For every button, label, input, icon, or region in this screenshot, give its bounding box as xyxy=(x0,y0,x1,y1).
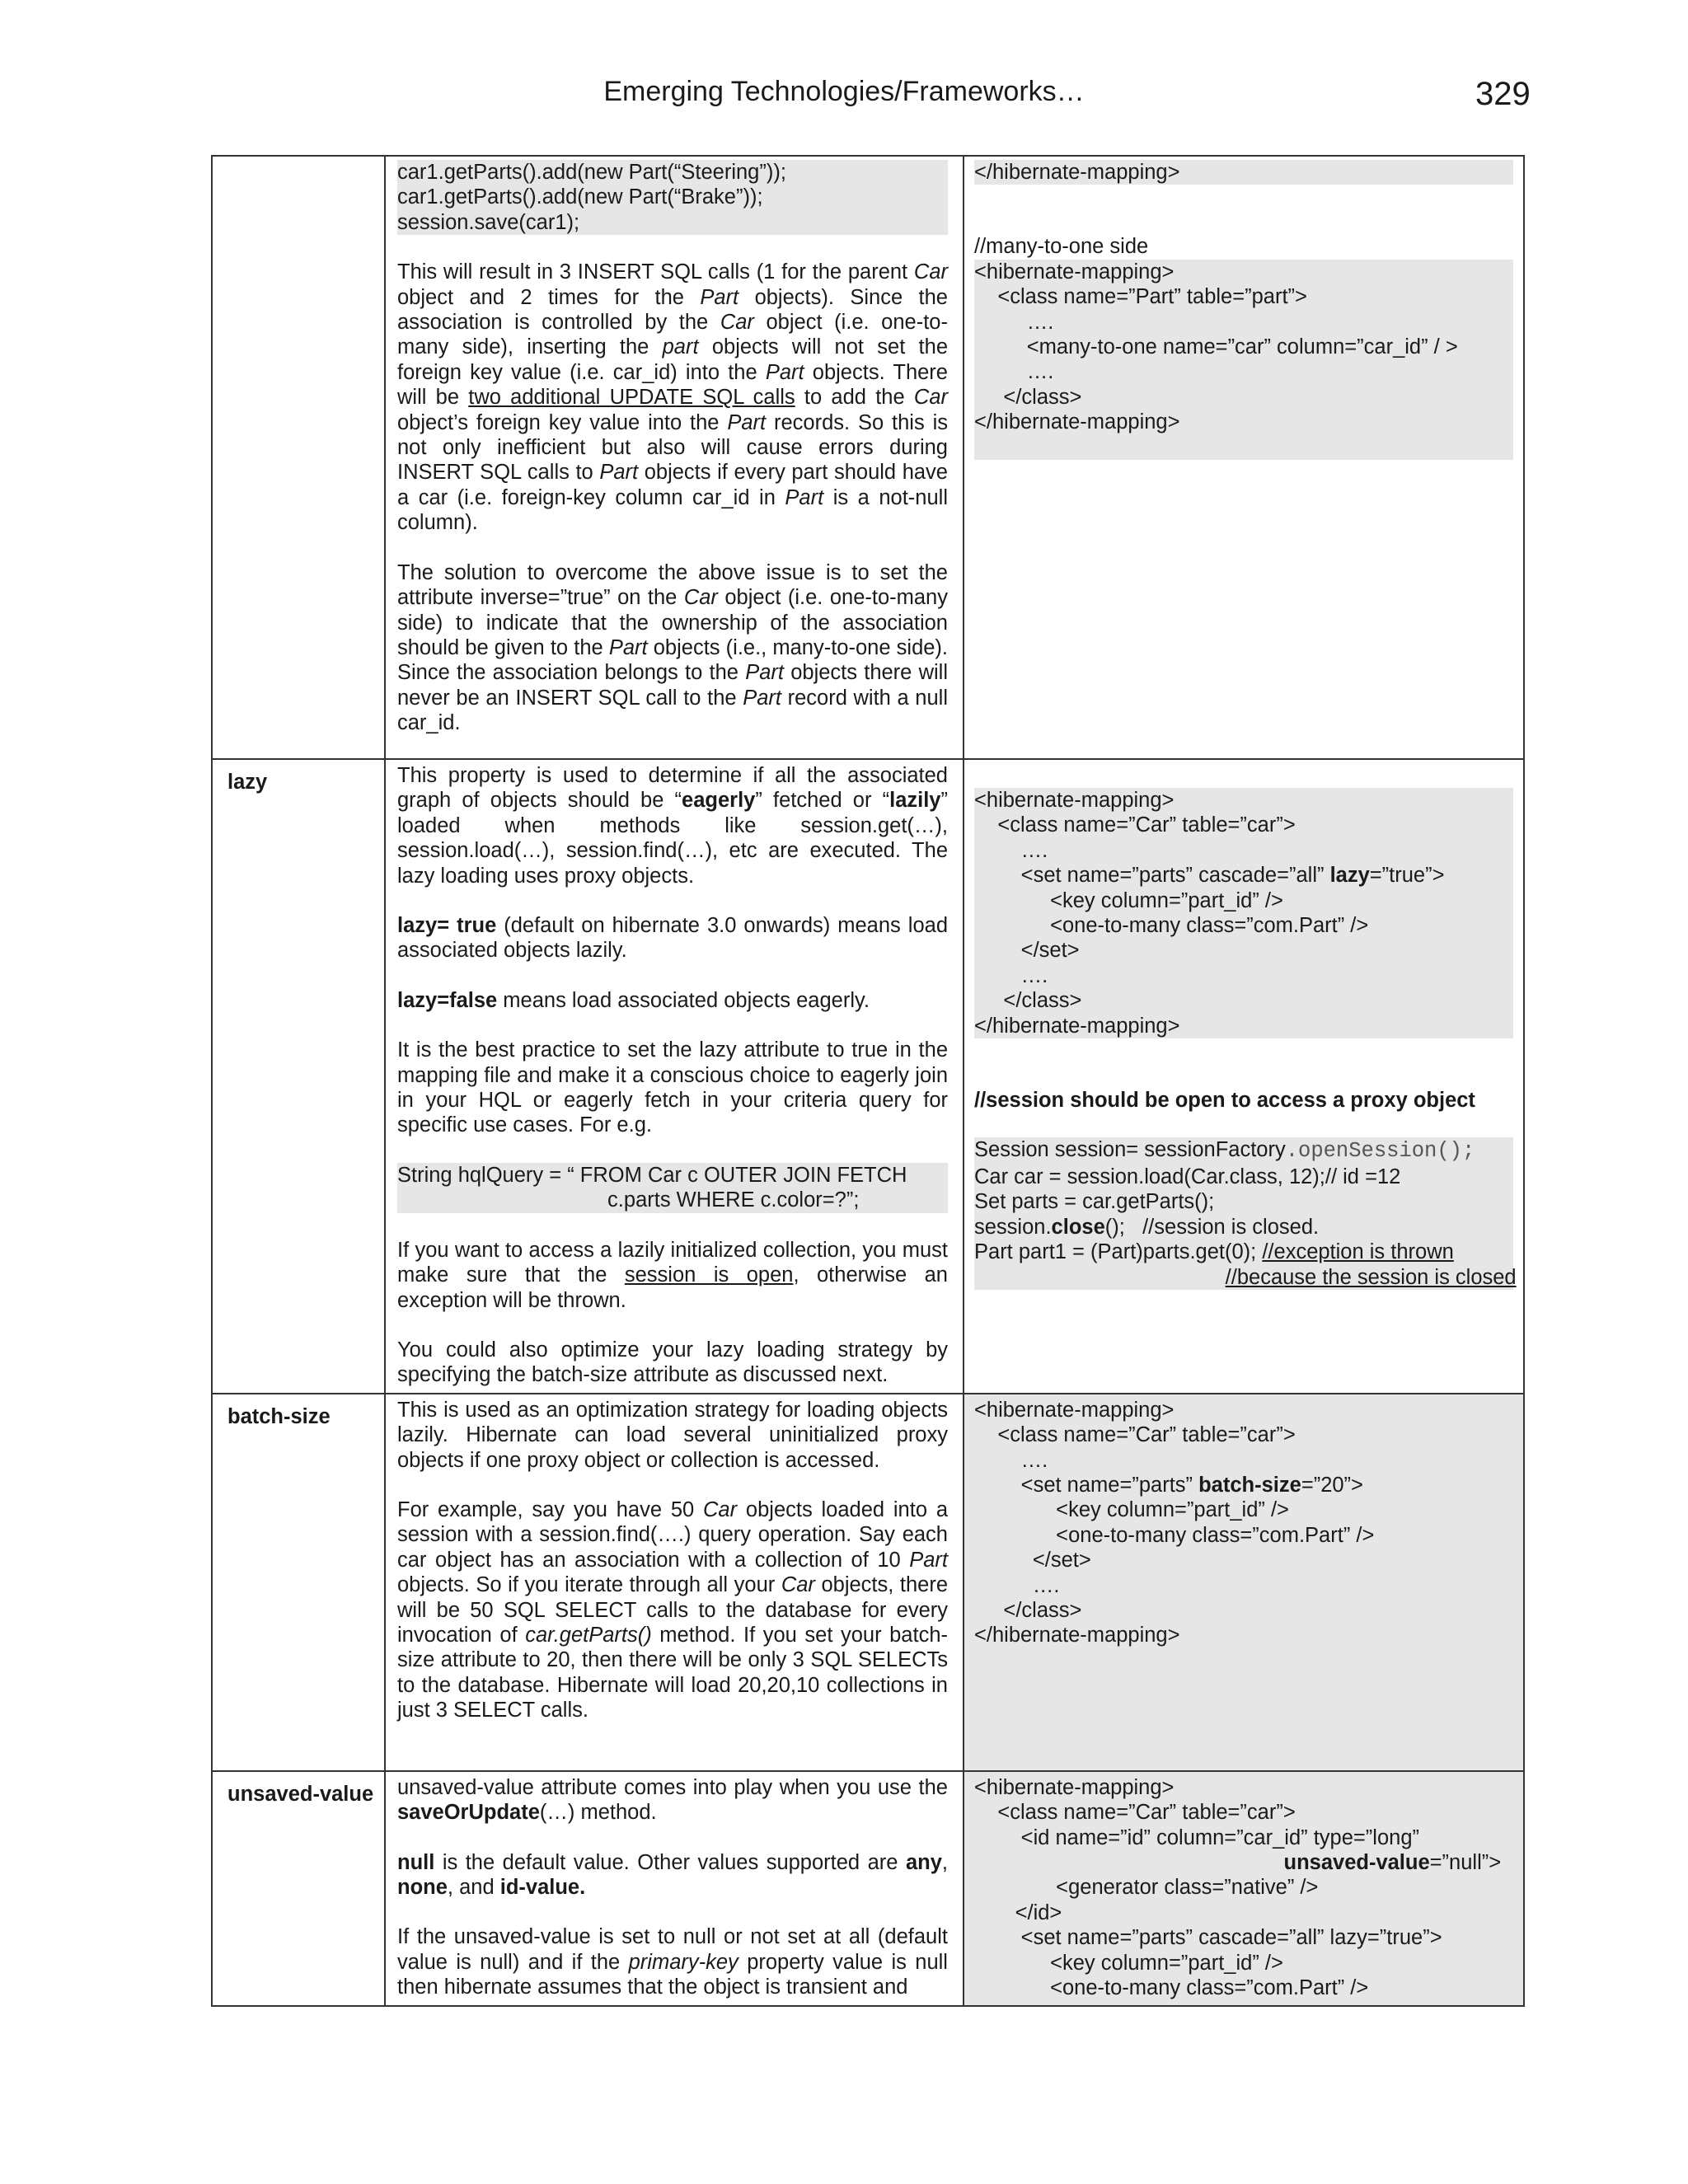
paragraph-unsaved-values: null is the default value. Other values supported are any, none, and id-value. xyxy=(397,1850,948,1899)
term-batch-size: batch-size xyxy=(212,1394,385,1771)
code-block-unsaved-mapping: <hibernate-mapping> <class name=”Car” table=”car”> <id name=”id” column=”car_id” type=”long” unsaved-value=”null”> <generator class=”native” /> </id> <set name=”parts” cascade=”all” lazy=”true”> <key column=”part_id” /> <one-to-many class=”com.Part” /> xyxy=(974,1775,1513,2001)
paragraph-unsaved-intro: unsaved-value attribute comes into play when you use the saveOrUpdate(…) method. xyxy=(397,1775,948,1825)
table-row-batch-size xyxy=(212,1394,1524,1771)
paragraph-lazy-intro: This property is used to determine if all the associated graph of objects should be “eagerly” fetched or “lazily” loaded when methods like session.get(…), session.load(…), session.find(…), etc are executed. The lazy loading uses proxy objects. xyxy=(397,764,948,888)
paragraph-lazy-false: lazy=false means load associated objects eagerly. xyxy=(397,988,870,1012)
paragraph-best-practice: It is the best practice to set the lazy attribute to true in the mapping file and make it a conscious choice to eagerly join in your HQL or eagerly fetch in your criteria query for specific use cases. For e.g. xyxy=(397,1038,948,1137)
description-unsaved-value xyxy=(385,1771,964,2007)
table-row-continued xyxy=(212,156,1524,759)
paragraph-inverse-solution: The solution to overcome the above issue is to set the attribute inverse=”true” on the Car object (i.e. one-to-many side) to indicate that the ownership of the association should be given to the Part objects (i.e., many-to-one side). Since the association belongs to the Part objects there will never be an INSERT SQL call to the Part record with a null car_id. xyxy=(397,560,949,735)
example-lazy xyxy=(964,759,1524,1394)
paragraph-batch-intro: This is used as an optimization strategy for loading objects lazily. Hibernate can load several uninitialized proxy objects if one proxy object or collection is accessed. xyxy=(397,1398,948,1472)
code-closing-tag: </hibernate-mapping> xyxy=(974,160,1513,185)
code-block-lazy-mapping: <hibernate-mapping> <class name=”Car” table=”car”> …. <set name=”parts” cascade=”all” lazy=”true”> <key column=”part_id” /> <one-to-many class=”com.Part” /> </set> …. </class> </hibernate-mapping> xyxy=(974,788,1513,1038)
term-unsaved-value: unsaved-value xyxy=(212,1771,385,2007)
paragraph-unsaved-null: If the unsaved-value is set to null or not set at all (default value is null) and if the primary-key property value is null then hibernate assumes that the object is transient and xyxy=(397,1925,948,1999)
paragraph-optimize-lazy: You could also optimize your lazy loading strategy by specifying the batch-size attribute as discussed next. xyxy=(397,1338,948,1387)
hibernate-attributes-table xyxy=(211,155,1525,2007)
description-cell xyxy=(385,156,964,759)
comment-session-open-heading: //session should be open to access a proxy object xyxy=(974,1089,1475,1113)
page-number: 329 xyxy=(1475,76,1531,112)
description-lazy xyxy=(385,759,964,1394)
example-unsaved-value xyxy=(964,1771,1524,2007)
code-block-proxy-session: Session session= sessionFactory.openSession(); Car car = session.load(Car.class, 12);// id =12 Set parts = car.getParts(); session.close(); //session is closed. Part part1 = (Part)parts.get(0); //exception is thrown //because the session is closed xyxy=(974,1138,1517,1289)
code-block-batch-mapping: <hibernate-mapping> <class name=”Car” table=”car”> …. <set name=”parts” batch-size=”20”> <key column=”part_id” /> <one-to-many class=”com.Part” /> </set> …. </class> </hibernate-mapping> xyxy=(974,1398,1513,1648)
paragraph-insert-calls: This will result in 3 INSERT SQL calls (1 for the parent Car object and 2 times for the Part objects). Since the association is controlled by the Car object (i.e. one-to-many side), inserting the part objects will not set the foreign key value (i.e. car_id) into the Part objects. There will be two additional UPDATE SQL calls to add the Car object’s foreign key value into the Part records. So this is not only inefficient but also will cause errors during INSERT SQL calls to Part objects if every part should have a car (i.e. foreign-key column car_id in Part is a not-null column). xyxy=(397,260,949,535)
term-lazy: lazy xyxy=(212,759,385,1394)
example-cell xyxy=(964,156,1524,759)
table-row-lazy xyxy=(212,759,1524,1394)
table-row-unsaved-value xyxy=(212,1771,1524,2007)
code-block-many-to-one: <hibernate-mapping> <class name=”Part” table=”part”> …. <many-to-one name=”car” column=”car_id” / > …. </class> </hibernate-mapping> xyxy=(974,260,1513,460)
paragraph-session-open: If you want to access a lazily initialized collection, you must make sure that the session is open, otherwise an exception will be thrown. xyxy=(397,1238,948,1312)
comment-many-to-one: //many-to-one side xyxy=(974,235,1149,259)
example-batch-size xyxy=(964,1394,1524,1771)
paragraph-lazy-true: lazy= true (default on hibernate 3.0 onwards) means load associated objects lazily. xyxy=(397,914,948,963)
description-batch-size xyxy=(385,1394,964,1771)
page-header-title: Emerging Technologies/Frameworks… xyxy=(603,76,1085,107)
code-block-hql-query: String hqlQuery = “ FROM Car c OUTER JOIN FETCH c.parts WHERE c.color=?”; xyxy=(397,1163,948,1213)
paragraph-batch-example: For example, say you have 50 Car objects loaded into a session with a session.find(….) query operation. Say each car object has an association with a collection of 10 Part objects. So if you iterate through all your Car objects, there will be 50 SQL SELECT calls to the database for every invocation of car.getParts() method. If you set your batch-size attribute to 20, then there will be only 3 SQL SELECTs to the database. Hibernate will load 20,20,10 collections in just 3 SELECT calls. xyxy=(397,1497,949,1722)
code-block-save-car: car1.getParts().add(new Part(“Steering”)); car1.getParts().add(new Part(“Brake”)); session.save(car1); xyxy=(397,160,948,235)
term-cell-empty xyxy=(212,156,385,759)
